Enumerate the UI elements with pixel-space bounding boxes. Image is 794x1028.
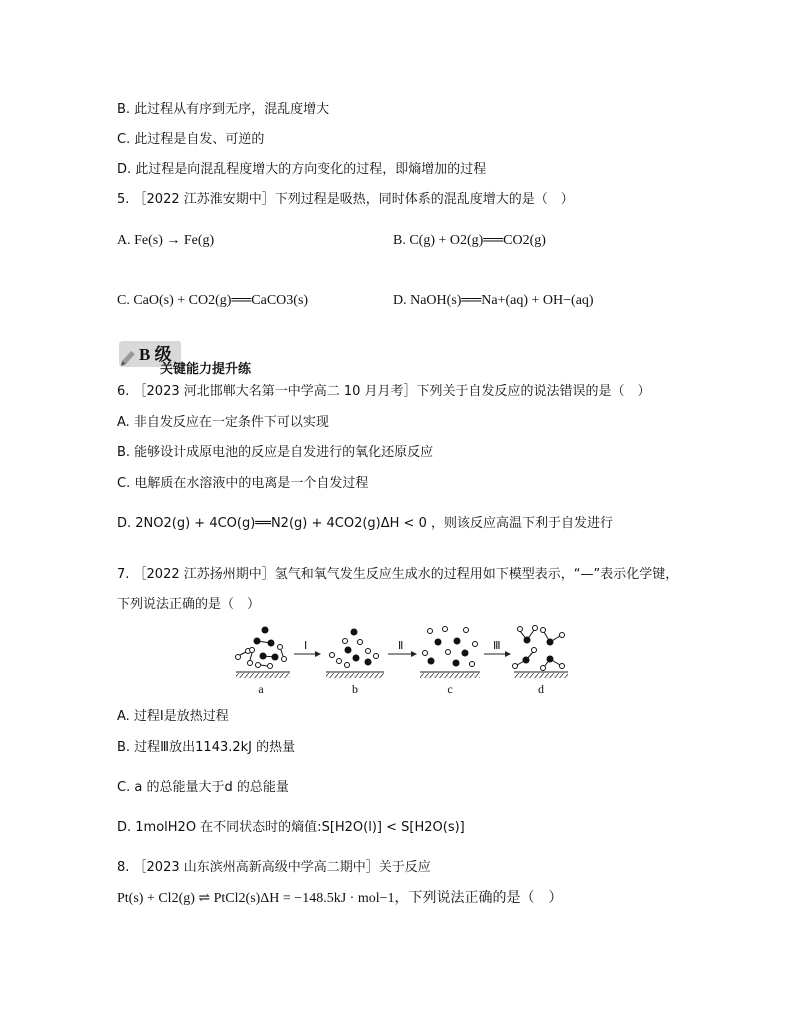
q5-option-b: B. C(g) + O2(g)══CO2(g) <box>393 233 546 248</box>
arrow-2 <box>388 640 416 654</box>
q6-stem: 6. ［2023 河北邯郸大名第一中学高二 10 月月考］下列关于自发反应的说法错误的是（ ） <box>117 384 651 399</box>
q4-option-b: B. 此过程从有序到无序，混乱度增大 <box>117 102 330 117</box>
svg-text:Ⅲ: Ⅲ <box>493 640 501 652</box>
svg-text:Ⅰ: Ⅰ <box>304 640 308 652</box>
q7-stem-line1: 7. ［2022 江苏扬州期中］氢气和氧气发生反应生成水的过程用如下模型表示，“—”表示化学键， <box>117 567 679 582</box>
q5-option-d: D. NaOH(s)══Na+(aq) + OH−(aq) <box>393 293 594 308</box>
q5-option-c: C. CaO(s) + CO2(g)══CaCO3(s) <box>117 293 309 308</box>
q4-option-d: D. 此过程是向混乱程度增大的方向变化的过程，即熵增加的过程 <box>117 162 487 177</box>
q4-option-c: C. 此过程是自发、可逆的 <box>117 132 265 147</box>
svg-text:Ⅱ: Ⅱ <box>398 640 404 652</box>
q8-stem: 8. ［2023 山东滨州高新高级中学高二期中］关于反应 <box>117 860 431 875</box>
q6-option-a: A. 非自发反应在一定条件下可以实现 <box>117 415 329 430</box>
section-label: 关键能力提升练 <box>160 362 252 377</box>
arrow-1 <box>294 640 320 654</box>
reaction-model-diagram <box>228 620 568 700</box>
panel-label-a: a <box>258 682 264 696</box>
panel-c <box>420 627 480 679</box>
badge-text: B 级 <box>139 345 172 364</box>
q5-option-a: A. Fe(s) → Fe(g) <box>117 233 215 248</box>
q6-option-b: B. 能够设计成原电池的反应是自发进行的氧化还原反应 <box>117 445 434 460</box>
q8-equation: Pt(s) + Cl2(g) ⇌ PtCl2(s)ΔH = −148.5kJ · mol−1，下列说法正确的是（ ） <box>117 891 563 906</box>
panel-label-c: c <box>447 682 453 696</box>
q6-option-d: D. 2NO2(g) + 4CO(g)══N2(g) + 4CO2(g)ΔH < 0 ，则该反应高温下利于自发进行 <box>117 516 613 531</box>
q7-option-a: A. 过程Ⅰ是放热过程 <box>117 709 229 724</box>
panel-b <box>326 629 384 679</box>
panel-d <box>513 626 569 679</box>
panel-label-b: b <box>352 682 358 696</box>
q6-option-c: C. 电解质在水溶液中的电离是一个自发过程 <box>117 476 369 491</box>
q7-option-d: D. 1molH2O 在不同状态时的熵值:S[H2O(l)] < S[H2O(s)] <box>117 820 465 835</box>
q5-stem: 5. ［2022 江苏淮安期中］下列过程是吸热，同时体系的混乱度增大的是（ ） <box>117 192 574 207</box>
panel-a <box>236 627 291 679</box>
q7-stem-line2: 下列说法正确的是（ ） <box>117 597 261 612</box>
q7-option-c: C. a 的总能量大于d 的总能量 <box>117 780 289 795</box>
q7-option-b: B. 过程Ⅲ放出1143.2kJ 的热量 <box>117 740 296 755</box>
arrow-3 <box>484 640 510 654</box>
panel-label-d: d <box>538 682 544 696</box>
